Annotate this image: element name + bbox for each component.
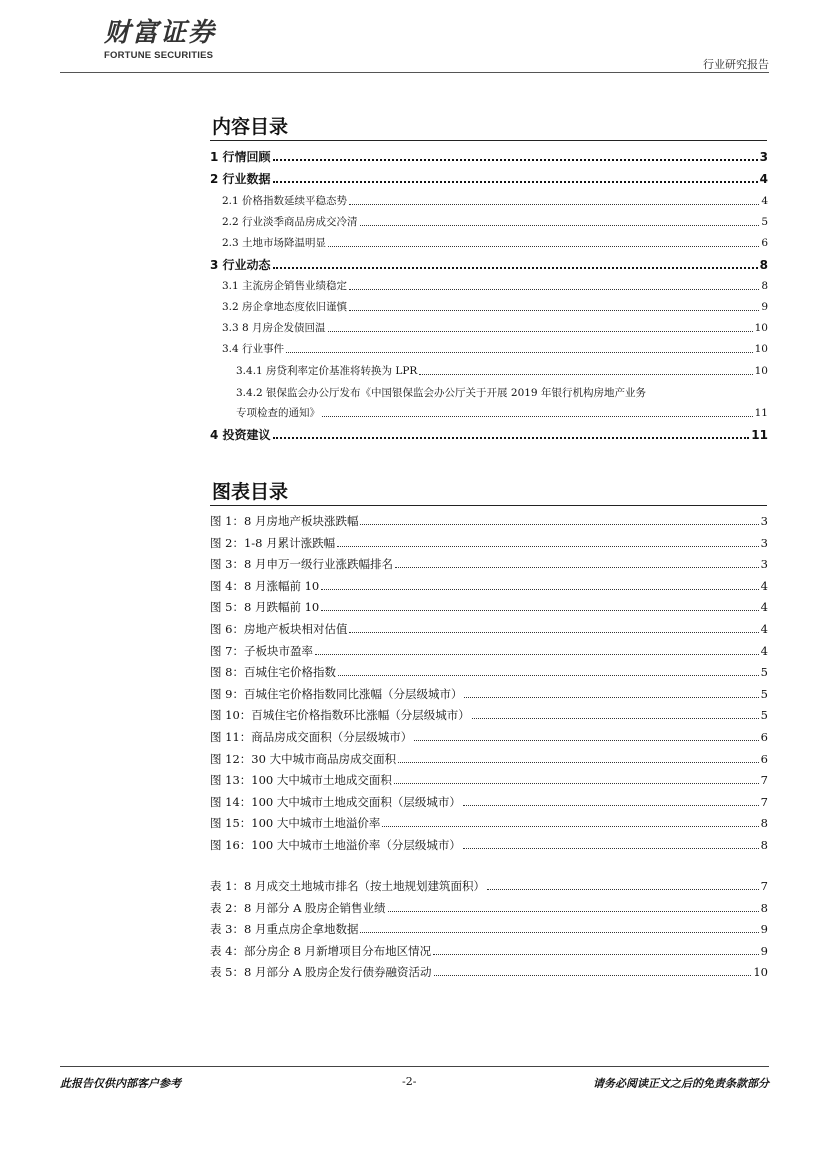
figure-entry-label: 图 11：商品房成交面积（分层级城市）	[210, 730, 413, 744]
figure-entry[interactable]	[210, 600, 768, 614]
figure-entry[interactable]	[210, 730, 768, 744]
table-entry-label: 表 5：8 月部分 A 股房企发行债券融资活动	[210, 965, 432, 980]
footer-divider	[60, 1066, 769, 1067]
figure-entry-page: 4	[760, 622, 768, 636]
figure-entry[interactable]	[210, 752, 768, 766]
logo-chinese-name: 财富证券	[104, 18, 217, 48]
figure-entry-page: 3	[760, 557, 768, 572]
figures-title-divider	[210, 505, 767, 506]
toc-entry-page: 6	[761, 237, 768, 249]
figure-entry[interactable]	[210, 708, 768, 722]
toc-entry[interactable]	[222, 321, 768, 335]
figures-title: 图表目录	[212, 481, 289, 503]
toc-entry[interactable]	[210, 428, 768, 442]
toc-entry-label: 1 行情回顾	[210, 150, 271, 164]
toc-entry-label: 2 行业数据	[210, 172, 271, 186]
table-entry[interactable]	[210, 965, 768, 979]
figure-entry-page: 4	[760, 578, 768, 593]
toc-entry-page: 8	[759, 258, 768, 272]
toc-entry-page: 10	[754, 365, 768, 377]
figure-entry-page: 5	[760, 686, 768, 701]
table-entry-label: 表 4：部分房企 8 月新增项目分布地区情况	[210, 943, 432, 958]
footer-disclaimer-left: 此报告仅供内部客户参考	[60, 1077, 181, 1090]
report-type: 行业研究报告	[703, 58, 769, 71]
toc-entry-label: 3.4 行业事件	[222, 343, 285, 355]
figure-entry[interactable]	[210, 536, 768, 550]
figure-entry-label: 图 2：1-8 月累计涨跌幅	[210, 535, 336, 550]
toc-entry-label: 2.3 土地市场降温明显	[222, 237, 327, 249]
figure-entry-page: 6	[760, 730, 768, 744]
figure-entry-page: 3	[760, 535, 768, 550]
figure-entry[interactable]	[210, 816, 768, 830]
toc-entry[interactable]	[210, 150, 768, 164]
toc-entry[interactable]	[236, 406, 768, 420]
figure-entry[interactable]	[210, 838, 768, 852]
figure-entry-label: 图 16：100 大中城市土地溢价率（分层级城市）	[210, 838, 461, 852]
figure-entry-page: 8	[760, 816, 768, 831]
footer-disclaimer-right: 请务必阅读正文之后的免责条款部分	[593, 1077, 769, 1090]
table-entry-page: 9	[760, 943, 768, 958]
toc-entry-page: 8	[761, 280, 768, 292]
figure-entry-label: 图 14：100 大中城市土地成交面积（层级城市）	[210, 794, 461, 809]
figure-entry-label: 图 13：100 大中城市土地成交面积	[210, 773, 392, 788]
toc-entry-page: 11	[751, 428, 768, 442]
toc-entry-label: 4 投资建议	[210, 428, 271, 442]
toc-entry-page: 9	[761, 301, 768, 313]
logo-english-name: FORTUNE SECURITIES	[104, 50, 214, 61]
figure-entry-label: 图 1：8 月房地产板块涨跌幅	[210, 514, 359, 528]
figure-entry[interactable]	[210, 622, 768, 636]
figure-entry-label: 图 4：8 月涨幅前 10	[210, 578, 320, 593]
figure-entry[interactable]	[210, 665, 768, 679]
figure-entry-label: 图 15：100 大中城市土地溢价率	[210, 816, 381, 831]
figure-entry-label: 图 12：30 大中城市商品房成交面积	[210, 751, 397, 766]
toc-entry-page: 10	[754, 322, 768, 334]
figure-entry-label: 图 5：8 月跌幅前 10	[210, 600, 320, 615]
page-number: -2-	[402, 1075, 417, 1088]
figure-entry-page: 8	[760, 838, 768, 852]
toc-entry-label: 2.1 价格指数延续平稳态势	[222, 195, 348, 207]
toc-entry[interactable]	[222, 300, 768, 314]
table-entry-page: 9	[760, 922, 768, 937]
figure-entry-page: 7	[760, 794, 768, 809]
toc-entry[interactable]	[236, 364, 768, 378]
toc-entry-page: 4	[759, 172, 768, 186]
toc-entry-page: 4	[761, 195, 768, 207]
toc-entry[interactable]	[210, 258, 768, 272]
table-entry-label: 表 2：8 月部分 A 股房企销售业绩	[210, 900, 386, 915]
figure-entry-page: 5	[760, 708, 768, 723]
toc-entry-label: 3.3 8 月房企发债回温	[222, 322, 326, 334]
figure-entry-page: 4	[760, 643, 768, 658]
table-entry[interactable]	[210, 944, 768, 958]
toc-entry-label: 3 行业动态	[210, 258, 271, 272]
figure-entry-page: 7	[760, 773, 768, 788]
figure-entry-label: 图 7：子板块市盈率	[210, 643, 313, 658]
toc-entry[interactable]	[222, 342, 768, 356]
toc-title: 内容目录	[212, 116, 289, 138]
table-entry[interactable]	[210, 879, 768, 893]
figure-entry[interactable]	[210, 579, 768, 593]
toc-entry-label[interactable]: 3.4.2 银保监会办公厅发布《中国银保监会办公厅关于开展 2019 年银行机构房地产业务	[236, 387, 646, 399]
table-entry-label: 表 3：8 月重点房企拿地数据	[210, 922, 359, 937]
figure-entry[interactable]	[210, 644, 768, 658]
toc-entry-page: 3	[759, 150, 768, 164]
toc-entry[interactable]	[222, 236, 768, 250]
figure-entry-page: 5	[760, 665, 768, 680]
table-entry[interactable]	[210, 922, 768, 936]
toc-entry-label: 3.4.1 房贷利率定价基准将转换为 LPR	[236, 365, 418, 377]
table-entry-label: 表 1：8 月成交土地城市排名（按土地规划建筑面积）	[210, 879, 485, 893]
figure-entry[interactable]	[210, 557, 768, 571]
toc-entry-page: 11	[754, 407, 768, 419]
company-logo	[104, 18, 216, 61]
table-entry-page: 7	[760, 879, 768, 893]
table-entry-page: 10	[753, 965, 768, 980]
toc-entry-label: 3.1 主流房企销售业绩稳定	[222, 280, 348, 292]
figure-entry[interactable]	[210, 687, 768, 701]
figure-entry[interactable]	[210, 773, 768, 787]
toc-title-divider	[210, 140, 767, 141]
toc-entry-page: 10	[754, 343, 768, 355]
figure-entry-label: 图 9：百城住宅价格指数同比涨幅（分层级城市）	[210, 686, 463, 701]
toc-entry[interactable]	[222, 279, 768, 293]
toc-entry-label: 3.2 房企拿地态度依旧谨慎	[222, 301, 348, 313]
figure-entry-label: 图 10：百城住宅价格指数环比涨幅（分层级城市）	[210, 708, 470, 723]
table-entry[interactable]	[210, 901, 768, 915]
figure-entry[interactable]	[210, 514, 768, 528]
figure-entry-label: 图 8：百城住宅价格指数	[210, 665, 336, 680]
table-entry-page: 8	[760, 900, 768, 915]
toc-entry[interactable]	[222, 194, 768, 208]
header-divider	[60, 72, 769, 73]
toc-entry[interactable]	[210, 172, 768, 186]
figure-entry-page: 6	[760, 751, 768, 766]
toc-entry-label: 2.2 行业淡季商品房成交冷清	[222, 216, 358, 228]
figure-entry[interactable]	[210, 795, 768, 809]
figure-entry-label: 图 3：8 月申万一级行业涨跌幅排名	[210, 557, 393, 572]
toc-entry[interactable]	[222, 215, 768, 229]
figure-entry-label: 图 6：房地产板块相对估值	[210, 622, 348, 636]
toc-entry-page: 5	[761, 216, 768, 228]
figure-entry-page: 3	[760, 514, 768, 528]
toc-entry-label: 专项检查的通知》	[236, 407, 320, 419]
figure-entry-page: 4	[760, 600, 768, 615]
